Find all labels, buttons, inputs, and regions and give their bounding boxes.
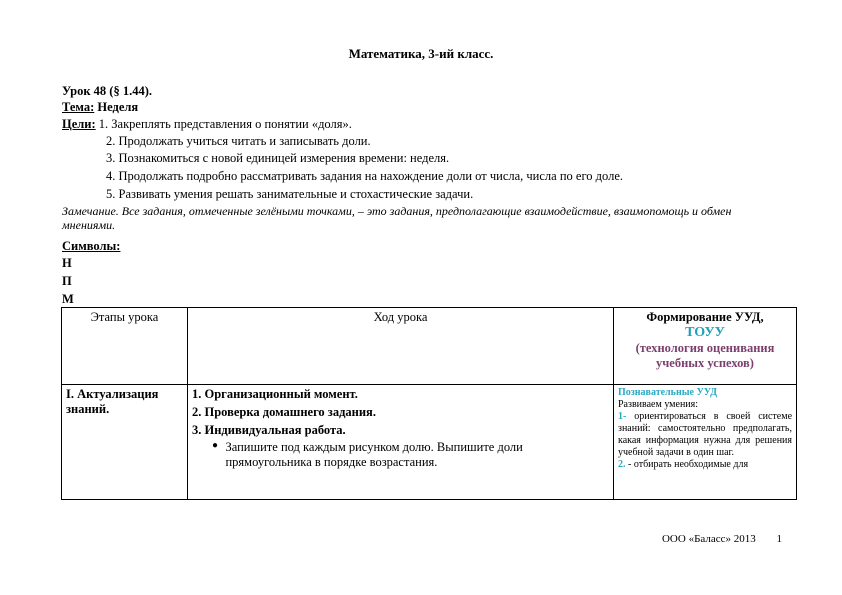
uud-item (618, 411, 792, 459)
header-uud (614, 308, 797, 385)
goal-item: 1. Закреплять представления о понятии «доля». (98, 117, 352, 131)
theme-label: Тема: (62, 100, 95, 114)
table-header-row (62, 308, 797, 385)
goal-item: 5. Развивать умения решать занимательные и стохастические задачи. (106, 187, 474, 201)
goals-line (62, 117, 352, 132)
theme-value: Неделя (97, 100, 139, 114)
uud-item-text: - отбирать необходимые для (628, 459, 749, 470)
uud-item-number: 1- (618, 411, 627, 422)
symbol-item: П (62, 274, 72, 288)
uud-intro: Развиваем умения: (618, 399, 699, 410)
row-uud (614, 385, 797, 500)
uud-item-number: 2. (618, 459, 626, 470)
table-row (62, 385, 797, 500)
footer-company: ООО «Баласс» 2013 (661, 533, 756, 545)
note: Замечание. Все задания, отмеченные зелёными точками, – это задания, предполагающие взаимодействие, взаимопомощь и обмен мнениями. (62, 204, 732, 232)
goal-item: 4. Продолжать подробно рассматривать задания на нахождение доли от числа, числа по его доле. (106, 169, 623, 183)
goal-item: 2. Продолжать учиться читать и записывать доли. (106, 134, 371, 148)
header-uud-title: Формирование УУД, (646, 310, 764, 324)
row-process (188, 385, 614, 500)
uud-item-text: ориентироваться в своей системе знаний: самостоятельно предполагать, какая информация нужна для решения учебной задачи в один шаг. (618, 411, 793, 458)
lesson-table (61, 307, 797, 500)
step-item: 1. Организационный момент. (192, 387, 358, 401)
goals-label: Цели: (62, 117, 96, 131)
step-item: 3. Индивидуальная работа. (192, 423, 346, 437)
header-touu: ТОУУ (685, 325, 725, 340)
header-process: Ход урока (188, 308, 614, 385)
lesson-theme (62, 100, 138, 115)
lesson-number: Урок 48 (§ 1.44). (62, 84, 153, 98)
row-stage: I. Актуализация знаний. (62, 385, 188, 500)
goal-item: 3. Познакомиться с новой единицей измерения времени: неделя. (106, 151, 450, 165)
footer (662, 533, 782, 545)
symbol-item: Н (62, 256, 72, 270)
page-number: 1 (776, 533, 782, 545)
symbol-item: М (62, 292, 74, 306)
uud-item (618, 459, 792, 471)
header-touu-desc: (технология оценивания учебных успехов) (635, 341, 775, 370)
bullet-text: Запишите под каждым рисунком долю. Выпишите доли прямоугольника в порядке возрастания. (225, 440, 523, 469)
bullet-dot-icon: ● (212, 440, 219, 451)
header-stage: Этапы урока (62, 308, 188, 385)
symbols-label: Символы: (62, 239, 121, 253)
bullet-item (212, 440, 609, 470)
document-title: Математика, 3-ий класс. (348, 46, 494, 61)
uud-heading: Познавательные УУД (618, 387, 718, 398)
step-item: 2. Проверка домашнего задания. (192, 405, 376, 419)
